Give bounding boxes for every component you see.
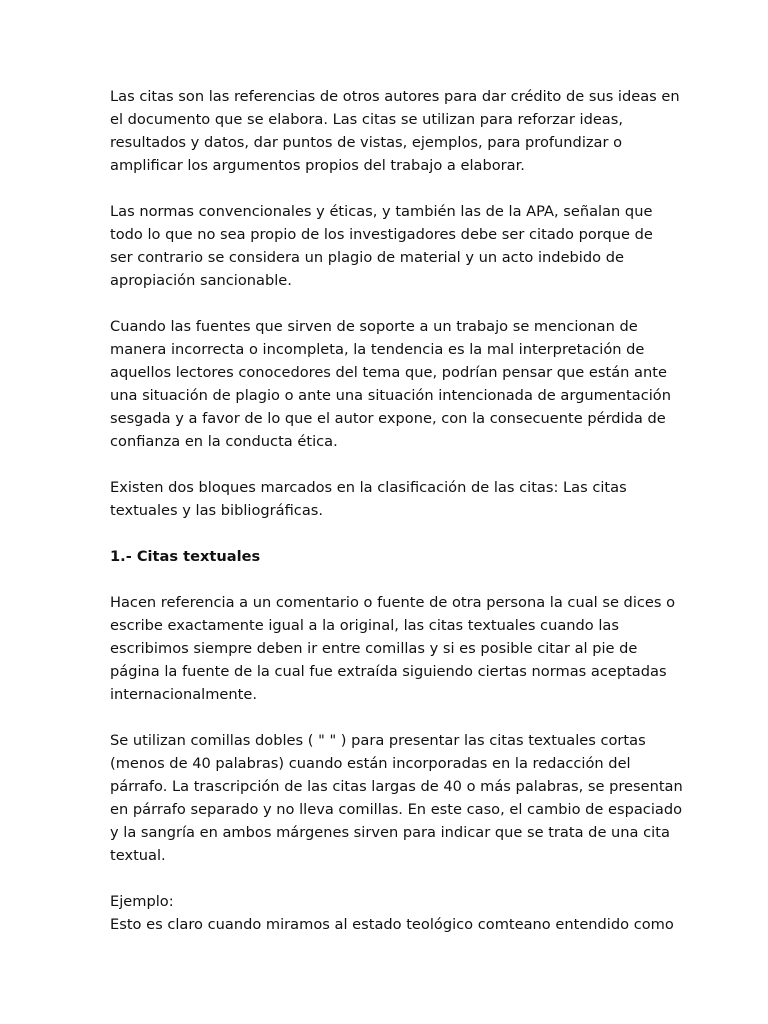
text-line: Cuando las fuentes que sirven de soporte a un trabajo se mencionan de	[110, 318, 638, 335]
text-line: en párrafo separado y no lleva comillas. En este caso, el cambio de espaciado	[110, 801, 683, 818]
heading-text: 1.- Citas textuales	[110, 548, 261, 565]
text-line: escribe exactamente igual a la original, las citas textuales cuando las	[110, 617, 619, 634]
text-line: confianza en la conducta ética.	[110, 433, 338, 450]
text-line: internacionalmente.	[110, 686, 257, 703]
paragraph-comillas-dobles	[110, 729, 683, 867]
text-line: Hacen referencia a un comentario o fuente de otra persona la cual se dices o	[110, 594, 676, 611]
text-line: apropiación sancionable.	[110, 272, 292, 289]
paragraph-ejemplo	[110, 890, 674, 936]
text-line: y la sangría en ambos márgenes sirven para indicar que se trata de una cita	[110, 824, 670, 841]
text-line: Ejemplo:	[110, 893, 174, 910]
text-line: párrafo. La trascripción de las citas largas de 40 o más palabras, se presentan	[110, 778, 683, 795]
text-line: manera incorrecta o incompleta, la tendencia es la mal interpretación de	[110, 341, 645, 358]
text-line: Las citas son las referencias de otros autores para dar crédito de sus ideas en	[110, 88, 680, 105]
text-line: sesgada y a favor de lo que el autor expone, con la consecuente pérdida de	[110, 410, 666, 427]
text-line: Se utilizan comillas dobles ( " " ) para presentar las citas textuales cortas	[110, 732, 646, 749]
paragraph-clasificacion	[110, 476, 670, 522]
document-body	[110, 85, 683, 936]
text-line: página la fuente de la cual fue extraída siguiendo ciertas normas aceptadas	[110, 663, 667, 680]
text-line: todo lo que no sea propio de los investigadores debe ser citado porque de	[110, 226, 653, 243]
text-line: Las normas convencionales y éticas, y también las de la APA, señalan que	[110, 203, 653, 220]
text-line: aquellos lectores conocedores del tema que, podrían pensar que están ante	[110, 364, 667, 381]
paragraph-citas-textuales-definicion	[110, 591, 676, 706]
paragraph-normas-apa	[110, 200, 670, 292]
text-line: Existen dos bloques marcados en la clasificación de las citas: Las citas	[110, 479, 627, 496]
text-line: escribimos siempre deben ir entre comillas y si es posible citar al pie de	[110, 640, 638, 657]
text-line: resultados y datos, dar puntos de vistas, ejemplos, para profundizar o	[110, 134, 623, 151]
text-line: textuales y las bibliográficas.	[110, 502, 324, 519]
paragraph-citas-definicion	[110, 85, 680, 177]
text-line: amplificar los argumentos propios del trabajo a elaborar.	[110, 157, 525, 174]
text-line: textual.	[110, 847, 166, 864]
text-line: el documento que se elabora. Las citas se utilizan para reforzar ideas,	[110, 111, 623, 128]
text-line: una situación de plagio o ante una situación intencionada de argumentación	[110, 387, 671, 404]
text-line: ser contrario se considera un plagio de material y un acto indebido de	[110, 249, 624, 266]
text-line: Esto es claro cuando miramos al estado teológico comteano entendido como	[110, 916, 674, 933]
section-heading-citas-textuales	[110, 545, 670, 568]
text-line: (menos de 40 palabras) cuando están incorporadas en la redacción del	[110, 755, 631, 772]
paragraph-fuentes-incorrectas	[110, 315, 670, 453]
